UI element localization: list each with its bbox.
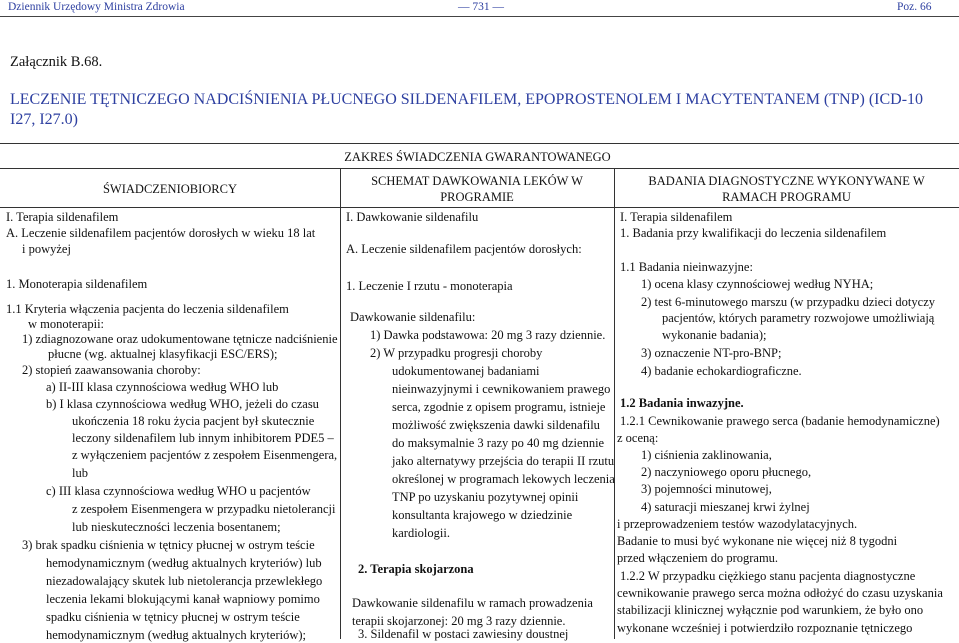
col1-line: a) II-III klasa czynnościowa według WHO lub xyxy=(46,380,279,394)
col2-line: określonej w programach lekowych leczenia xyxy=(392,472,615,486)
page-number: — 731 — xyxy=(458,1,504,13)
col1-line: 2) stopień zaawansowania choroby: xyxy=(22,363,201,377)
col3-line: stabilizacji klinicznej wyłącznie pod warunkiem, że było ono xyxy=(617,603,924,617)
col1-line: płucne (wg. aktualnej klasyfikacji ESC/ERS); xyxy=(48,347,278,361)
col2-line: udokumentowanej badaniami xyxy=(392,364,540,378)
col2-line: 2) W przypadku progresji choroby xyxy=(370,346,543,360)
col2-line: Dawkowanie sildenafilu w ramach prowadzenia xyxy=(352,596,593,610)
col1-line: niezadowalający skutek lub nietolerancja przewlekłego xyxy=(46,574,323,588)
col2-line: kardiologii. xyxy=(392,526,450,540)
col3-line: przed włączeniem do programu. xyxy=(617,551,779,565)
col2-line: 2. Terapia skojarzona xyxy=(358,562,474,576)
col1-line: spadku ciśnienia w tętnicy płucnej w ostrym teście xyxy=(46,610,300,624)
col3-line: 1. Badania przy kwalifikacji do leczenia sildenafilem xyxy=(620,226,887,240)
col3-line: z oceną: xyxy=(617,431,659,445)
col1-line: 1. Monoterapia sildenafilem xyxy=(6,277,148,291)
page-header xyxy=(0,0,959,17)
col1-line: hemodynamicznym (według aktualnych kryteriów) lub xyxy=(46,556,322,570)
col3-line: Badanie to musi być wykonane nie więcej niż 8 tygodni xyxy=(617,534,898,548)
col2-line: I. Dawkowanie sildenafilu xyxy=(346,210,479,224)
col1-line: lub xyxy=(72,466,88,480)
col1-line: w monoterapii: xyxy=(28,317,105,331)
col2-line: nieinwazyjnymi i cewnikowaniem prawego xyxy=(392,382,611,396)
col3-line: cewnikowanie prawego serca można odłożyć do czasu uzyskania xyxy=(617,586,943,600)
col1-line: b) I klasa czynnościowa według WHO, jeżeli do czasu xyxy=(46,397,319,411)
col3-line: wykonanie badania); xyxy=(662,328,767,342)
program-table xyxy=(0,143,959,642)
col1-line: lub nieskuteczności leczenia bosentanem; xyxy=(72,520,281,534)
col1-line: i powyżej xyxy=(22,242,71,256)
zakres-heading: ZAKRES ŚWIADCZENIA GWARANTOWANEGO xyxy=(344,150,611,164)
col3-line: i przeprowadzeniem testów wazodylatacyjnych. xyxy=(617,517,858,531)
col1-line: 1.1 Kryteria włączenia pacjenta do leczenia sildenafilem xyxy=(6,302,289,316)
position-number: Poz. 66 xyxy=(897,1,932,13)
col2-line: konsultanta krajowego w dziedzinie xyxy=(392,508,573,522)
col1-line: ukończenia 18 roku życia pacjent był skutecznie xyxy=(72,414,315,428)
col1-heading: ŚWIADCZENIOBIORCY xyxy=(102,182,238,196)
col3-line: 1) ocena klasy czynnościowej według NYHA; xyxy=(641,277,874,291)
col3-line: 1.1 Badania nieinwazyjne: xyxy=(620,260,753,274)
col3-line: 3) oznaczenie NT-pro-BNP; xyxy=(641,346,782,360)
col3-line: 1.2.1 Cewnikowanie prawego serca (badanie hemodynamiczne) xyxy=(620,414,940,428)
col1-line: A. Leczenie sildenafilem pacjentów dorosłych w wieku 18 lat xyxy=(6,226,316,240)
col2-line: serca, zgodnie z opisem programu, istnieje xyxy=(392,400,606,414)
col1-line: I. Terapia sildenafilem xyxy=(6,210,119,224)
col3-line: 3) pojemności minutowej, xyxy=(641,482,772,496)
annex-label: Załącznik B.68. xyxy=(10,54,103,70)
col1-line: z wyłączeniem pacjentów z zespołem Eisenmengera, xyxy=(72,448,338,462)
col3-line: 1) ciśnienia zaklinowania, xyxy=(641,448,772,462)
col1-line: 3) brak spadku ciśnienia w tętnicy płucnej w ostrym teście xyxy=(22,538,315,552)
journal-name: Dziennik Urzędowy Ministra Zdrowia xyxy=(8,1,185,13)
col2-line: terapii skojarzonej: 20 mg 3 razy dziennie. xyxy=(352,614,566,628)
col2-line: 1) Dawka podstawowa: 20 mg 3 razy dziennie. xyxy=(370,328,606,342)
col3-line: 2) naczyniowego oporu płucnego, xyxy=(641,465,812,479)
col3-line: 1.2.2 W przypadku ciężkiego stanu pacjenta diagnostyczne xyxy=(620,569,916,583)
col2-line: TNP po uzyskaniu pozytywnej opinii xyxy=(392,490,579,504)
col3-line: pacjentów, których parametry rozwojowe umożliwiają xyxy=(662,311,935,325)
col2-heading-line1: SCHEMAT DAWKOWANIA LEKÓW W xyxy=(371,174,583,188)
col3-line: 2) test 6-minutowego marszu (w przypadku dzieci dotyczy xyxy=(641,295,936,309)
document-title: LECZENIE TĘTNICZEGO NADCIŚNIENIA PŁUCNEGO SILDENAFILEM, EPOPROSTENOLEM I MACYTENTANEM (TNP) (ICD-10 I27, I27.0) xyxy=(10,91,924,128)
col2-line: możliwość zwiększenia dawki sildenafilu xyxy=(392,418,600,432)
col2-line: do maksymalnie 3 razy po 40 mg dziennie xyxy=(392,436,605,450)
col3-heading-line2: RAMACH PROGRAMU xyxy=(722,190,851,204)
col1-line: 1) zdiagnozowane oraz udokumentowane tętnicze nadciśnienie xyxy=(22,332,338,346)
col2-line: A. Leczenie sildenafilem pacjentów dorosłych: xyxy=(346,242,582,256)
col1-line: leczony sildenafilem lub innym inhibitorem PDE5 – xyxy=(72,431,334,445)
col1-line: c) III klasa czynnościowa według WHO u pacjentów xyxy=(46,484,311,498)
col1-line: hemodynamicznym (według aktualnych kryteriów); xyxy=(46,628,306,642)
col3-heading-line1: BADANIA DIAGNOSTYCZNE WYKONYWANE W xyxy=(648,174,925,188)
col3-line: I. Terapia sildenafilem xyxy=(620,210,733,224)
col2-line: Dawkowanie sildenafilu: xyxy=(350,310,476,324)
col2-line: 3. Sildenafil w postaci zawiesiny doustnej xyxy=(358,627,569,641)
col2-line: jako alternatywy przejścia do terapii II rzutu xyxy=(392,454,615,468)
col2-heading-line2: PROGRAMIE xyxy=(440,190,514,204)
col3-line: 4) saturacji mieszanej krwi żylnej xyxy=(641,500,810,514)
col1-line: z zespołem Eisenmengera w przypadku nietolerancji xyxy=(72,502,336,516)
col1-line: leczenia lekami blokującymi kanał wapniowy pomimo xyxy=(46,592,320,606)
col2-line: 1. Leczenie I rzutu - monoterapia xyxy=(346,279,513,293)
col3-line: 4) badanie echokardiograficzne. xyxy=(641,364,802,378)
col3-line: 1.2 Badania inwazyjne. xyxy=(620,396,744,410)
col3-line: wykonane wcześniej i potwierdziło rozpoznanie tętniczego xyxy=(617,621,913,635)
